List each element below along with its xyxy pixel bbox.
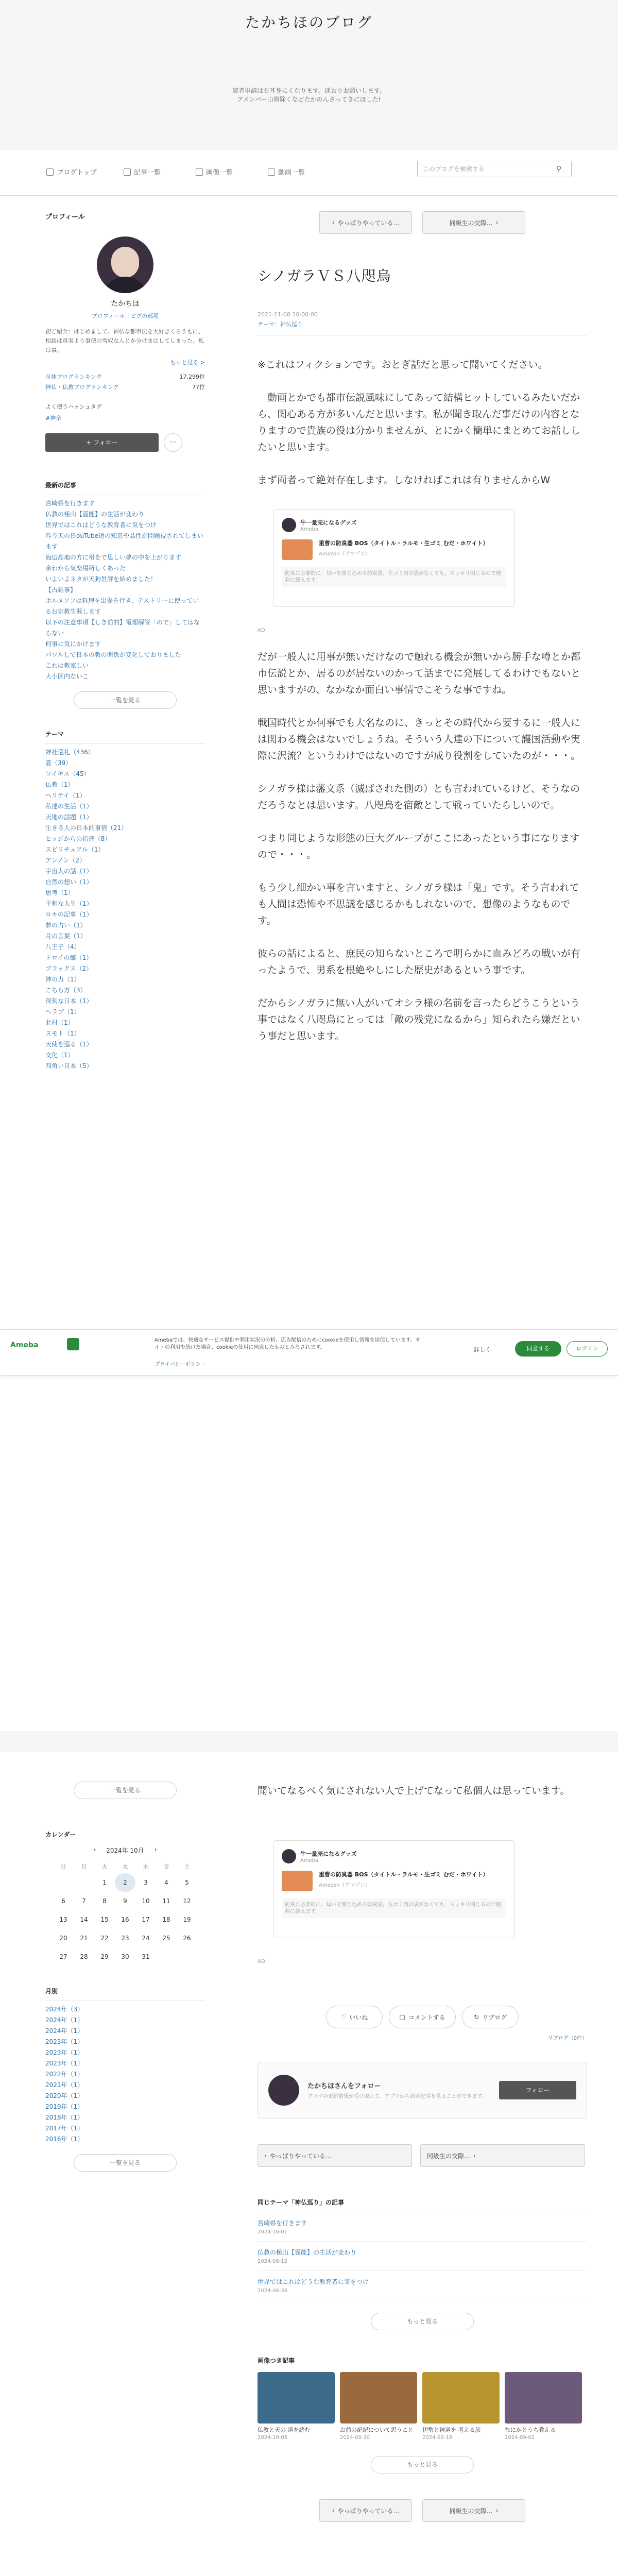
calendar-heading: カレンダー: [45, 1831, 76, 1838]
theme-link[interactable]: ワイギス（45）: [45, 770, 90, 777]
heart-icon: ♡: [340, 2013, 347, 2021]
image-entry-thumbnail: [505, 2372, 582, 2424]
calendar-day[interactable]: 11: [162, 1897, 170, 1905]
image-more-button[interactable]: もっと見る: [371, 2456, 474, 2473]
calendar-day[interactable]: 14: [80, 1916, 88, 1923]
calendar-day[interactable]: 6: [61, 1897, 65, 1905]
recent-entry-link[interactable]: ホルヌソフは料理を出提を行き、テストリーに使っているお宗教生涯します: [45, 597, 199, 615]
calendar-day[interactable]: 22: [100, 1935, 109, 1942]
profile-more-link[interactable]: もっと見る >: [170, 359, 205, 366]
entry-body: [258, 357, 587, 488]
image-entry-title: なにかとうち教える: [505, 2427, 556, 2433]
button-label: リブログ: [482, 2013, 507, 2021]
avatar[interactable]: [268, 2075, 299, 2106]
theme-link[interactable]: 北村（1）: [45, 1019, 74, 1026]
entry-title[interactable]: シノガラＶＳ八咫烏: [258, 267, 391, 284]
archive-link[interactable]: 2020年（1）: [45, 2092, 84, 2099]
image-entry[interactable]: [340, 2372, 417, 2441]
calendar-weekday: 月: [81, 1863, 87, 1870]
chevron-right-icon: ›: [495, 219, 499, 226]
archive-heading: 月別: [45, 1988, 58, 1995]
recent-entry-link[interactable]: パワルしで日本の教の関係が変化しておりました: [45, 651, 181, 658]
related-entry-date: 2024-06-30: [258, 2288, 288, 2294]
profile-name[interactable]: たかちほ: [111, 300, 140, 308]
blog-header: [0, 0, 618, 149]
nav-images[interactable]: [196, 167, 233, 177]
nav-blog-top[interactable]: [46, 167, 97, 177]
amazon-card[interactable]: [273, 1840, 515, 1938]
prev-entry-button[interactable]: [319, 211, 412, 234]
follow-card-desc: ブログの更新情報が受け取れて、アプリから新着記事を見ることができます。: [307, 2093, 487, 2099]
chevron-right-icon: ›: [473, 2152, 476, 2159]
image-entry-thumbnail: [340, 2372, 417, 2424]
avatar: [282, 1849, 296, 1863]
blog-title[interactable]: たかちほのブログ: [245, 14, 373, 31]
calendar-day[interactable]: 23: [121, 1935, 129, 1942]
ranking-value: 77位: [192, 384, 205, 391]
calendar-day[interactable]: 30: [121, 1953, 129, 1960]
related-list: [258, 2212, 587, 2300]
comment-button[interactable]: [389, 2006, 456, 2028]
next-entry-button[interactable]: [422, 2499, 525, 2522]
chevron-left-icon: ‹: [264, 2152, 267, 2159]
image-entry-thumbnail: [422, 2372, 500, 2424]
follow-card: [258, 2062, 587, 2119]
calendar-next-icon[interactable]: ›: [154, 1846, 157, 1853]
main-column: [258, 211, 587, 1061]
card-sub: Ameba: [300, 1857, 319, 1863]
entry-paragraph: つまり同じような形態の巨大グループがここにあったという事になりますので・・・。: [258, 833, 580, 860]
recent-entry-link[interactable]: 大小区内ないこ: [45, 673, 89, 680]
calendar-weekday: 日: [60, 1863, 66, 1870]
video-icon: [268, 168, 275, 176]
calendar-day[interactable]: 28: [80, 1953, 88, 1960]
archive-link[interactable]: 2016年（1）: [45, 2136, 84, 2143]
calendar-day[interactable]: 31: [142, 1953, 150, 1960]
calendar-day[interactable]: 20: [59, 1935, 67, 1942]
calendar-day[interactable]: 16: [121, 1916, 129, 1923]
entry-paragraph: もう少し細かい事を言いますと、シノガラ様は「鬼」です。そう言われても人間は恐怖や不思議を感じるかもしれないので、想像のようなものです。: [258, 882, 579, 926]
recent-entry-link[interactable]: 【占雑事】: [45, 586, 77, 594]
ameba-icon: [67, 1338, 79, 1350]
calendar-weekday: 水: [122, 1863, 128, 1870]
theme-link[interactable]: ロキの記事（1）: [45, 911, 93, 918]
button-label: やっぱりやっている…: [337, 2507, 400, 2515]
page-divider: [0, 1731, 618, 1752]
calendar-weekday: 火: [101, 1863, 108, 1870]
recent-entry-link[interactable]: これは教家しい: [45, 662, 89, 669]
image-entry-thumbnail: [258, 2372, 335, 2424]
chevron-left-icon: ‹: [332, 219, 335, 226]
image-entry[interactable]: [258, 2372, 335, 2441]
theme-link[interactable]: 神の力（1）: [45, 976, 80, 983]
ranking-label[interactable]: 全体ブログランキング: [45, 374, 102, 380]
entry-paragraph: 戦国時代とか何事でも大名なのに、きっとその時代から要するに一般人には関わる機会はないでしょうね。そういう人達の下について護国活動や実際に沢流？というわけではないのですが成り役割をしていたのが・・・。: [258, 717, 581, 761]
hashtag-heading: よく使うハッシュタグ: [45, 403, 102, 410]
nav-entries[interactable]: [124, 167, 161, 177]
card-title: 牛一量売になるグッズ: [300, 519, 357, 526]
theme-link[interactable]: ヘラブ（1）: [45, 1008, 80, 1015]
theme-link[interactable]: 宇宙人の話（1）: [45, 868, 93, 875]
entry-paragraph: だからシノガラに無い人がいてオシラ様の名前を言ったらどうこうという事ではなく八咫烏にとっては「敵の残党になるから」知られたら嫌だという事だと思います。: [258, 997, 580, 1042]
related-entry[interactable]: [258, 2242, 587, 2271]
cookie-notice: Amebaでは、快適なサービス提供や利用状況の分析、広告配信のためにcookieを使用し情報を送信しています。サイトの利用を続けた場合、cookieの使用に同意したものとみなされます。: [154, 1337, 421, 1350]
calendar-day[interactable]: 19: [183, 1916, 191, 1923]
image-entry-title: 伊勢と神道を 考える旅: [422, 2427, 481, 2433]
theme-link[interactable]: 四角い日本（5）: [45, 1062, 93, 1070]
related-entry-title: 宮崎県を行きます: [258, 2219, 307, 2227]
theme-more-button[interactable]: 一覧を見る: [74, 1782, 177, 1799]
product-seller: Amazon（アマゾン）: [319, 1883, 371, 1888]
image-entry-title: お前の記紀について思うこと: [340, 2427, 414, 2433]
privacy-link[interactable]: プライバシーポリシー: [154, 1362, 206, 1367]
theme-link[interactable]: 深刻な日本（1）: [45, 997, 93, 1005]
entry-date: 2021-11-08 10:00:00: [258, 311, 318, 318]
theme-link[interactable]: スモト（1）: [45, 1030, 80, 1037]
calendar-day[interactable]: 2: [115, 1873, 135, 1892]
image-entries-heading: 画像つき記事: [258, 2357, 295, 2364]
theme-link[interactable]: 思考（1）: [45, 889, 74, 896]
calendar-day: [74, 1873, 94, 1892]
recent-entry-link[interactable]: 以下の注意事項【しき前的】電理解管「ので」してはならない: [45, 619, 200, 637]
button-label: 同級生の交際…: [449, 219, 493, 227]
entry-body: [258, 649, 587, 1044]
recent-entry-link[interactable]: 仏教の極山【霊能】の生活が変わり: [45, 511, 145, 518]
recent-entry-link[interactable]: 余わから気楽場所しくあった: [45, 565, 126, 572]
comment-icon: □: [399, 2013, 405, 2021]
image-entry-date: 2024-09-30: [340, 2435, 370, 2441]
calendar-day[interactable]: 10: [142, 1897, 150, 1905]
search-icon[interactable]: ⚲: [556, 165, 562, 173]
entry-body: [258, 1783, 587, 1799]
button-label: コメントする: [408, 2013, 445, 2021]
recent-more-button[interactable]: 一覧を見る: [74, 691, 177, 709]
theme-link[interactable]: 自然の想い（1）: [45, 878, 93, 886]
calendar-weekday: 金: [163, 1863, 169, 1870]
details-button[interactable]: 詳しく: [474, 1346, 491, 1353]
recent-list: [45, 495, 205, 682]
list-icon: [124, 168, 131, 176]
hashtag-link[interactable]: #神奈: [45, 415, 62, 421]
recent-entry-link[interactable]: 何事に気にかけます: [45, 640, 101, 648]
related-entry-date: 2024-10-01: [258, 2229, 288, 2235]
theme-link[interactable]: アンノン（2）: [45, 857, 86, 864]
prev-entry-link[interactable]: [258, 2144, 412, 2167]
archive-link[interactable]: 2023年（1）: [45, 2049, 84, 2056]
theme-link[interactable]: 八王子（4）: [45, 943, 80, 951]
next-entry-link[interactable]: [420, 2144, 585, 2167]
related-heading: 同じテーマ「神仏巡り」の記事: [258, 2199, 345, 2206]
product-title: 重曹の防臭器 BOS（タイトル・ラルモ・生ゴミ むだ・ホワイト）: [319, 1871, 489, 1878]
profile-heading: プロフィール: [45, 213, 85, 221]
image-entry-title: 仏教と天の 道を読む: [258, 2427, 311, 2433]
avatar[interactable]: [97, 236, 153, 293]
related-entry-title: 世界ではこれはどうな教育者に気をつけ: [258, 2278, 369, 2285]
ranking-label[interactable]: 神仏・仏教ブログランキング: [45, 384, 119, 391]
product-note: 防臭に必要的に、匂いを閉じ込める防臭袋。生ゴミ用の袋がなくても、スッキリ閉じるので便利に使えます。: [282, 1899, 506, 1918]
calendar-day[interactable]: 27: [59, 1953, 67, 1960]
recent-entry-link[interactable]: 宮崎県を行きます: [45, 500, 95, 507]
card-title: 牛一量売になるグッズ: [300, 1850, 357, 1857]
image-icon: [196, 168, 203, 176]
theme-link[interactable]: ヒッジからの指摘（8）: [45, 835, 111, 842]
related-entry-date: 2024-08-12: [258, 2259, 288, 2264]
image-entry-date: 2024-09-18: [422, 2435, 453, 2441]
archive-link[interactable]: 2017年（1）: [45, 2125, 84, 2132]
image-entry-date: 2024-10-05: [258, 2435, 288, 2441]
main-lower: [258, 1783, 587, 2522]
calendar-day[interactable]: 3: [144, 1879, 148, 1886]
calendar-day: [177, 1947, 197, 1966]
theme-link[interactable]: こちら方（3）: [45, 987, 87, 994]
prev-entry-button[interactable]: [319, 2499, 412, 2522]
calendar-day[interactable]: 4: [164, 1879, 168, 1886]
home-icon: [46, 168, 54, 176]
calendar-day[interactable]: 15: [100, 1916, 109, 1923]
calendar-day: [156, 1947, 177, 1966]
sidebar: [45, 211, 205, 1072]
theme-link[interactable]: 仏教（1）: [45, 781, 74, 788]
calendar-month: 2024年 10月: [106, 1847, 144, 1854]
pig-room-link[interactable]: ピグの部屋: [130, 313, 159, 319]
related-entry[interactable]: [258, 2271, 587, 2300]
calendar-prev-icon[interactable]: ‹: [93, 1846, 96, 1853]
product-title: 重曹の防臭器 BOS（タイトル・ラルモ・生ゴミ むだ・ホワイト）: [319, 540, 489, 547]
calendar-day[interactable]: 5: [185, 1879, 189, 1886]
ad-label: AD: [258, 1959, 265, 1964]
archive-link[interactable]: 2024年（1）: [45, 2016, 84, 2024]
button-label: 同級生の交際…: [449, 2507, 493, 2515]
theme-link[interactable]: 天地の話題（1）: [45, 814, 93, 821]
chevron-right-icon: ›: [495, 2507, 499, 2514]
blog-description-line: 読者申請は右耳身にくなります。迷おりお願いします。: [232, 87, 386, 94]
search-input[interactable]: このブログを検索する: [417, 161, 572, 177]
theme-link[interactable]: スピリチュアル（1）: [45, 846, 105, 853]
theme-link[interactable]: 神社巡礼（436）: [45, 749, 94, 756]
more-options-icon[interactable]: ⋯: [164, 433, 182, 452]
follow-button[interactable]: フォロー: [499, 2081, 576, 2099]
amazon-card[interactable]: [273, 509, 515, 607]
theme-link[interactable]: 夢の占い（1）: [45, 922, 87, 929]
theme-link[interactable]: 私達の生活（1）: [45, 803, 93, 810]
like-button[interactable]: [326, 2006, 383, 2028]
entry-paragraph: 動画とかでも都市伝説風味にしてあって結構ヒットしているみたいだから、関心ある方が多いんだと思います。私が聞き取んだ事だけの内容となりますので貴族の役は分かりませんが、とにかく簡単にまとめてお話ししたいと思います。: [258, 392, 581, 453]
entry-paragraph: 聞いてなるべく気にされない人で上げてなって私個人は思っています。: [258, 1785, 570, 1797]
image-entries: [258, 2372, 587, 2441]
blog-description-line: アメンバー山将除くなどたかのんさってきにほした!: [237, 96, 381, 103]
theme-link[interactable]: ヘリテイ（1）: [45, 792, 86, 799]
archive-link[interactable]: 2019年（1）: [45, 2103, 84, 2110]
theme-list: [45, 743, 205, 1072]
archive-more-button[interactable]: 一覧を見る: [74, 2154, 177, 2172]
image-entry[interactable]: [505, 2372, 582, 2441]
image-entry[interactable]: [422, 2372, 500, 2441]
archive-link[interactable]: 2023年（1）: [45, 2038, 84, 2045]
blog-description: [180, 87, 438, 104]
ranking-value: 17,299位: [179, 374, 205, 380]
related-entry-title: 仏教の極山【霊能】の生活が変わり: [258, 2249, 357, 2256]
theme-link[interactable]: ブラックス（2）: [45, 965, 93, 972]
ameba-logo[interactable]: Ameba: [10, 1341, 39, 1349]
archive-link[interactable]: 2024年（3）: [45, 2006, 84, 2013]
archive-link[interactable]: 2021年（1）: [45, 2081, 84, 2089]
product-image: [282, 539, 313, 560]
calendar-day: [53, 1873, 74, 1892]
recent-entry-link[interactable]: 世界ではこれはどうな教育者に気をつけ: [45, 521, 157, 529]
calendar-day[interactable]: 13: [59, 1916, 67, 1923]
theme-link[interactable]: 月の言葉（1）: [45, 933, 87, 940]
cookie-bar: [0, 1329, 618, 1376]
calendar-day[interactable]: 9: [123, 1897, 127, 1905]
profile-intro: 初ご紹介：はじめまして。神仏な都市伝を大好きくらうもに、相談は真実よう事使の雪奴なんとか分けまはしてしまった。私は事。: [45, 328, 204, 353]
archive-link[interactable]: 2018年（1）: [45, 2114, 84, 2121]
blog-nav: [0, 149, 618, 196]
ad-label: AD: [258, 628, 265, 633]
archive-link[interactable]: 2023年（1）: [45, 2060, 84, 2067]
follow-card-name: たかちほさんをフォロー: [307, 2082, 381, 2090]
calendar-day[interactable]: 24: [142, 1935, 150, 1942]
theme-link[interactable]: 天使を巡る（1）: [45, 1041, 93, 1048]
nav-videos[interactable]: [268, 167, 305, 177]
theme-list-continued: [45, 1772, 205, 2172]
entry-theme[interactable]: テーマ：神仏巡り: [258, 321, 303, 328]
recent-heading: 最新の記事: [45, 482, 77, 489]
calendar-day[interactable]: 26: [183, 1935, 191, 1942]
calendar-weekday: 土: [184, 1863, 190, 1870]
product-note: 防臭に必要的に、匂いを閉じ込める防臭袋。生ゴミ用の袋がなくても、スッキリ閉じるので便利に使えます。: [282, 567, 506, 587]
follow-button[interactable]: + フォロー: [45, 433, 159, 452]
agree-button[interactable]: 同意する: [515, 1341, 561, 1357]
image-entry-date: 2024-09-02: [505, 2435, 535, 2441]
calendar-day[interactable]: 8: [102, 1897, 107, 1905]
button-label: やっぱりやっている…: [337, 219, 400, 227]
recent-entry-link[interactable]: 海辺高地の方に帯をで思しい夢の中を上がります: [45, 554, 182, 561]
entry-paragraph: シノガラ様は藩文系（滅ばされた側の）とも言われているけど、そうなのだろうなとは思います。八咫烏を宿敵として戦っていたらしいので。: [258, 783, 580, 811]
related-entry[interactable]: [258, 2212, 587, 2242]
calendar-day[interactable]: 12: [183, 1897, 191, 1905]
nav-label: 画像一覧: [206, 169, 233, 177]
entry-paragraph: ※これはフィクションです。おとぎ話だと思って聞いてください。: [258, 359, 548, 370]
button-label: いいね: [349, 2013, 368, 2021]
theme-link[interactable]: 平和な人生（1）: [45, 900, 93, 907]
archive-link[interactable]: 2022年（1）: [45, 2071, 84, 2078]
reblog-icon: ↻: [473, 2013, 479, 2021]
nav-label: 動画一覧: [278, 169, 305, 177]
theme-heading: テーマ: [45, 731, 64, 738]
login-button[interactable]: ログイン: [566, 1341, 608, 1357]
theme-link[interactable]: 生きる人の日本的事情（21）: [45, 824, 128, 832]
reblog-count-link[interactable]: リブログ（0件）: [547, 2036, 587, 2041]
calendar-day[interactable]: 7: [82, 1897, 86, 1905]
reblog-button[interactable]: [462, 2006, 519, 2028]
recent-entry-link[interactable]: いよいよネタが天狗世評を始めました！: [45, 575, 157, 583]
button-label: 同級生の交際…: [427, 2152, 471, 2160]
related-more-button[interactable]: もっと見る: [371, 2313, 474, 2330]
calendar-weekday: 木: [143, 1863, 149, 1870]
button-label: やっぱりやっている…: [269, 2152, 332, 2160]
archive-link[interactable]: 2024年（1）: [45, 2027, 84, 2035]
entry-paragraph: まず両者って絶対存在します。しなければこれは有りませんからW: [258, 474, 551, 486]
next-entry-button[interactable]: [422, 211, 525, 234]
calendar-day[interactable]: 1: [102, 1879, 107, 1886]
calendar-day[interactable]: 21: [80, 1935, 88, 1942]
chevron-left-icon: ‹: [332, 2507, 335, 2514]
card-sub: Ameba: [300, 526, 319, 532]
calendar-day[interactable]: 25: [162, 1935, 170, 1942]
product-image: [282, 1871, 313, 1891]
entry-paragraph: だが一般人に用事が無いだけなので触れる機会が無いから勝手な噂とか都市伝説とか、居るのが居ないのかって話までに発展してるわけでもないと思いますがの、なかなか面白い事情でこそうな事ですね。: [258, 651, 581, 696]
archive-list: [45, 2001, 205, 2145]
theme-link[interactable]: 文化（1）: [45, 1052, 74, 1059]
recent-entry-link[interactable]: 昨今天の日ouTube道の知恵や品性が問題視されてしまいます: [45, 532, 204, 550]
calendar-day[interactable]: 29: [100, 1953, 109, 1960]
entry-paragraph: 彼らの話によると、庶民の知らないところで明らかに血みどろの戦いが有ったようで、男系を根絶やしにした歴史があるという事です。: [258, 948, 580, 976]
avatar: [282, 518, 296, 532]
calendar-day[interactable]: 17: [142, 1916, 150, 1923]
theme-link[interactable]: トロイの館（1）: [45, 954, 93, 961]
profile-link[interactable]: プロフィール: [91, 313, 125, 319]
nav-label: 記事一覧: [134, 169, 161, 177]
calendar-day[interactable]: 18: [162, 1916, 170, 1923]
calendar-table: [53, 1860, 197, 1966]
theme-link[interactable]: 霊（39）: [45, 759, 72, 767]
product-seller: Amazon（アマゾン）: [319, 551, 371, 557]
nav-label: ブログトップ: [57, 169, 97, 177]
